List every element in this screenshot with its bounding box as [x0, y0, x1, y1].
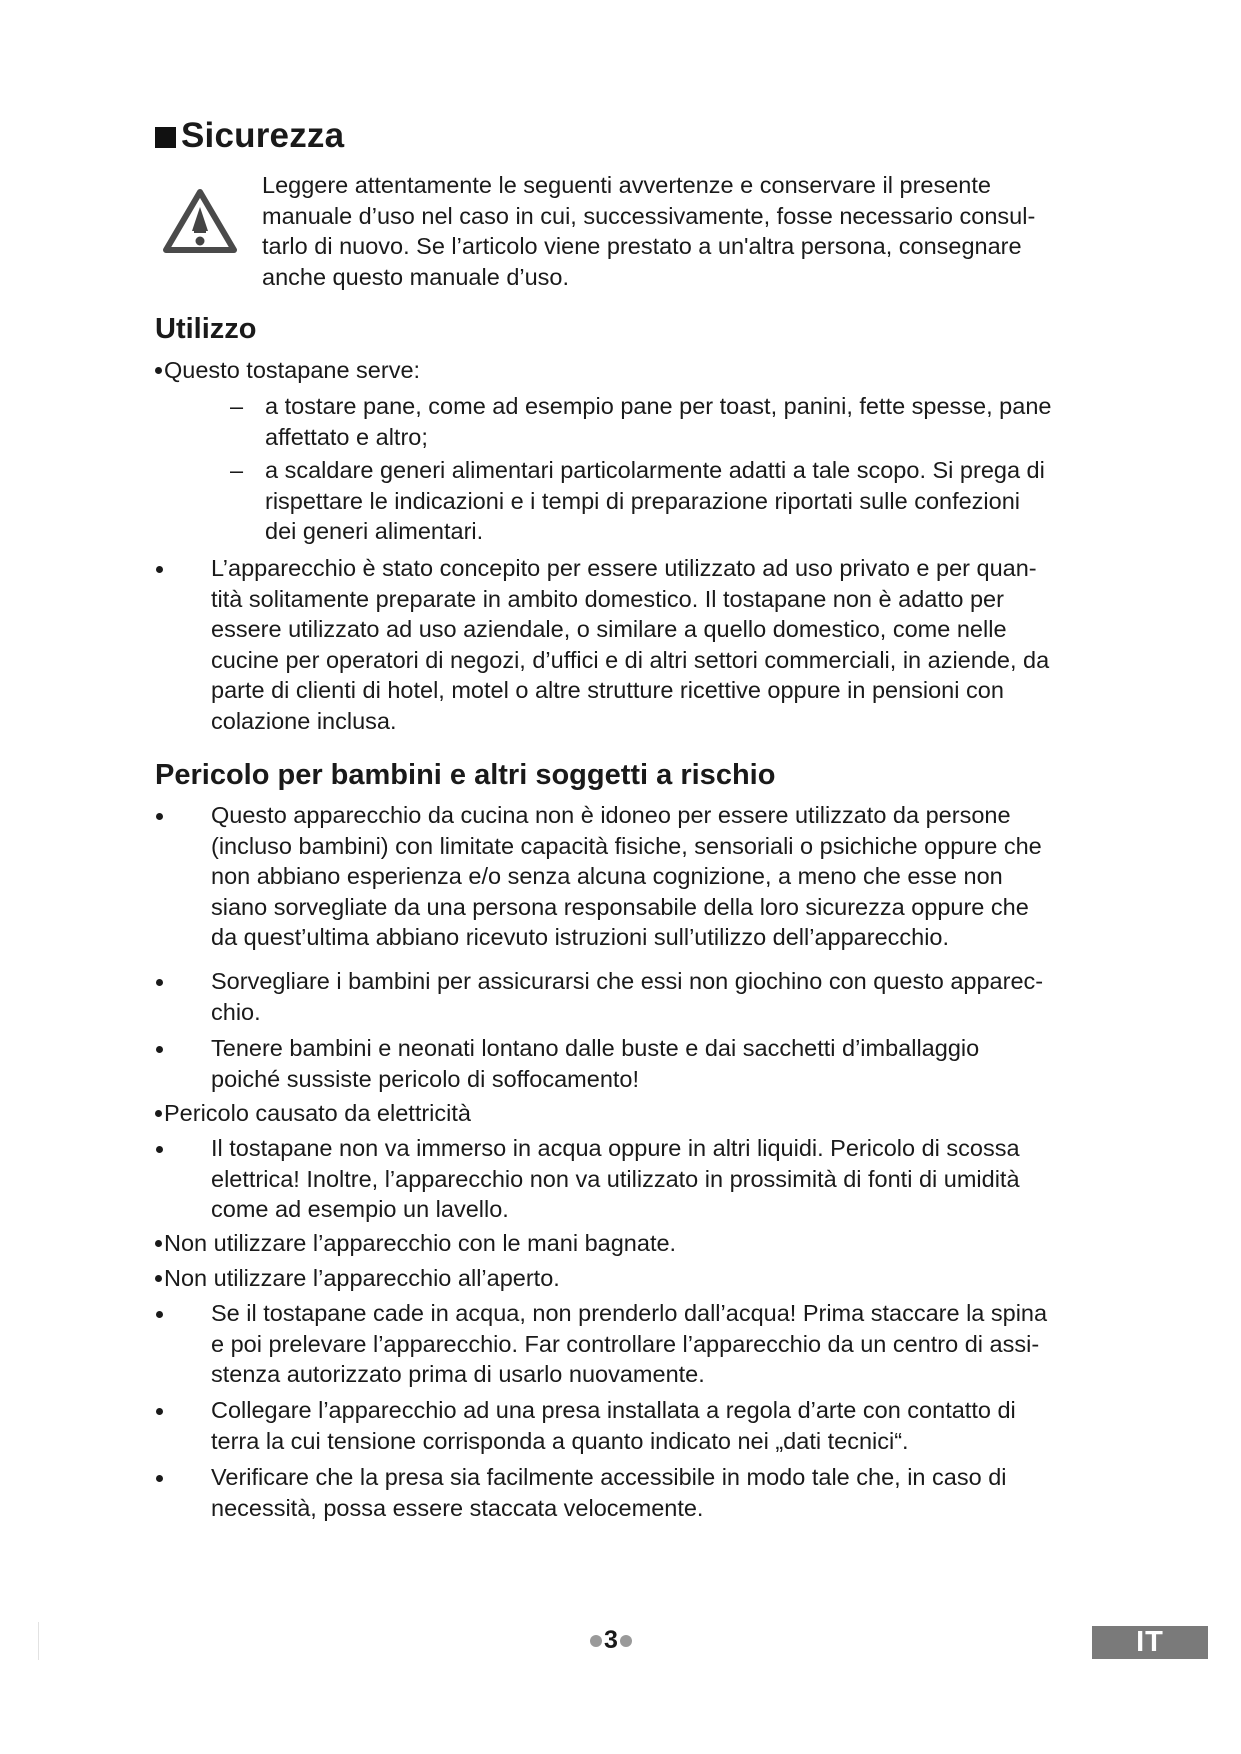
bullet-dot-icon	[155, 1275, 162, 1282]
bullet-dot-icon	[155, 367, 162, 374]
utilizzo-lead: Questo tostapane serve:	[155, 355, 1105, 386]
bullet-dot-icon	[155, 1240, 162, 1247]
page-dot-icon	[620, 1635, 632, 1647]
bullet-dot-icon	[156, 1475, 163, 1482]
section-title-text: Sicurezza	[181, 116, 345, 155]
section-title	[155, 116, 344, 156]
inline-bullet-item: Non utilizzare l’apparecchio all’aperto.	[155, 1263, 1105, 1294]
bullet-dot-icon	[156, 979, 163, 986]
bullet-dot-icon	[156, 813, 163, 820]
page-number	[588, 1626, 634, 1655]
bullet-dot-icon	[156, 1046, 163, 1053]
bullet-dot-icon	[156, 1408, 163, 1415]
dash-marker: –	[230, 393, 244, 419]
intro-line: tarlo di nuovo. Se l’articolo viene prestato a un'altra persona, consegnare	[262, 233, 1022, 259]
heading-utilizzo: Utilizzo	[155, 313, 257, 345]
page-dot-icon	[590, 1635, 602, 1647]
language-badge: IT	[1092, 1626, 1208, 1659]
margin-divider	[38, 1622, 39, 1660]
inline-bullet-item: Pericolo causato da elettricità	[155, 1098, 1105, 1129]
bullet-dot-icon	[156, 566, 163, 573]
square-bullet-icon	[155, 127, 176, 148]
bullet-dot-icon	[156, 1146, 163, 1153]
warning-triangle-icon	[163, 188, 237, 254]
dash-marker: –	[230, 457, 244, 483]
page-number-text: 3	[604, 1626, 618, 1654]
intro-line: Leggere attentamente le seguenti avvertenze e conservare il presente	[262, 172, 991, 198]
intro-line: manuale d’uso nel caso in cui, successivamente, fosse necessario consul-	[262, 202, 1036, 229]
manual-page: Sicurezza Leggere attentamente le seguenti avvertenze e conservare il presente manuale d’uso nel caso in cui, successivamente, fosse necessario consul- tarlo di nuovo. Se l’articolo viene prestato a un'altra persona, consegnare anche questo manuale d’uso. Utilizzo Questo tostapane serve: – a tostare pane, come ad esempio pane per toast, panini, fette spesse, pane affettato e altro; – a scaldare generi alimentari particolarmente adatti a tale scopo. Si prega di rispettare le indicazioni e i tempi di preparazione riportati sulle confezioni dei generi alimentari. L’apparecchio è stato concepito per essere utilizzato ad uso privato e per quan- tità solitamente preparate in ambito domestico. Il tostapane non è adatto per essere utilizzato ad uso aziendale, o similare a quello domestico, come nelle cucine per operatori di negozi, d’uffici e di altri settori commerciali, in aziende, da parte di clienti di hotel, motel o altre strutture ricettive oppure in pensioni con colazione inclusa. Pericolo per bambini e altri soggetti a rischio Questo apparecchio da cucina non è idoneo per essere utilizzato da persone (incluso bambini) con limitate capacità fisiche, sensoriali o psichiche oppure che non abbiano esperienza e/o senza alcuna cognizione, a meno che esse non siano sorvegliate da una persona responsabile della loro sicurezza oppure che da quest’ultima abbiano ricevuto istruzioni sull’utilizzo dell’apparecchio. Sorvegliare i bambini per assicurarsi che essi non giochino con questo apparec- chio. Tenere bambini e neonati lontano dalle buste e dai sacchetti d’imballaggio poiché sussiste pericolo di soffocamento! Pericolo causato da elettricità Il tostapane non va immerso in acqua oppure in altri liquidi. Pericolo di scossa elettrica! Inoltre, l’apparecchio non va utilizzato in prossimità di fonti di umidità come ad esempio un lavello. Non utilizzare l’apparecchio con le mani bagnate. Non utilizzare l’apparecchio all’aperto. Se il tostapane cade in acqua, non prenderlo dall’acqua! Prima staccare la spina e poi prelevare l’apparecchio. Far controllare l’apparecchio da un centro di assi- stenza autorizzato prima di usarlo nuovamente. Collegare l’apparecchio ad una presa installata a regola d’arte con contatto di terra la cui tensione corrisponda a quanto indicato nei „dati tecnici“. Verificare che la presa sia facilmente accessibile in modo tale che, in caso di necessità, possa essere staccata velocemente. 3 IT	[0, 0, 1241, 1754]
bullet-dot-icon	[155, 1110, 162, 1117]
intro-line: anche questo manuale d’uso.	[262, 263, 570, 290]
intro-paragraph	[262, 170, 1112, 292]
heading-pericolo: Pericolo per bambini e altri soggetti a rischio	[155, 759, 776, 791]
bullet-dot-icon	[156, 1311, 163, 1318]
inline-bullet-item: Non utilizzare l’apparecchio con le mani bagnate.	[155, 1228, 1105, 1259]
